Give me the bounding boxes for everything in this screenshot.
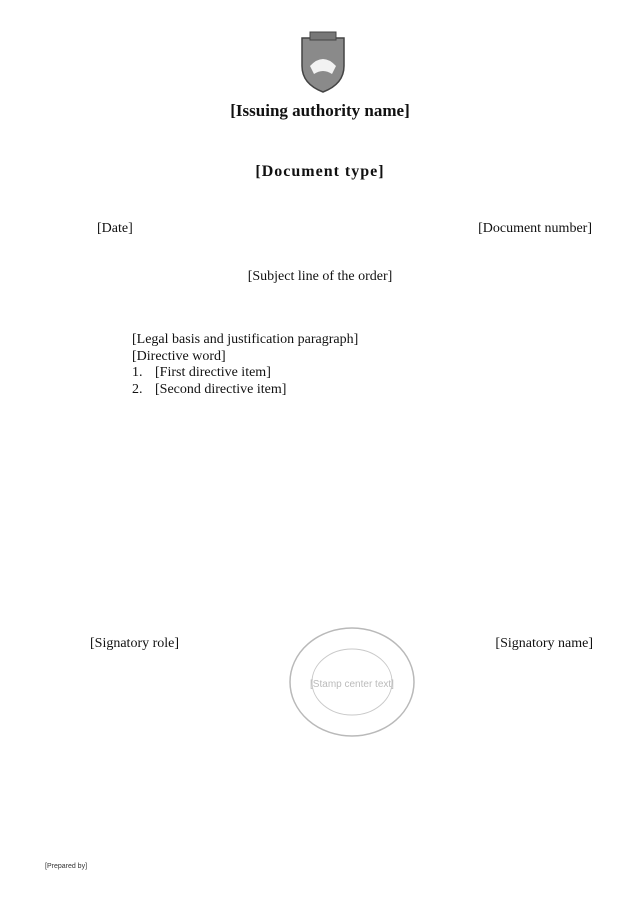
issuing-authority: [Issuing authority name] — [230, 101, 410, 120]
body-text — [90, 332, 595, 398]
signatory-name: [Signatory name] — [495, 636, 593, 651]
order-word: [Directive word] — [132, 348, 226, 364]
coat-of-arms-icon — [296, 30, 350, 94]
official-stamp-icon — [287, 625, 417, 740]
document-type: [Document type] — [255, 163, 385, 180]
subject-line: [Subject line of the order] — [247, 269, 393, 284]
order-item: 2. [Second directive item] — [132, 381, 287, 397]
order-item: 1. [First directive item] — [132, 365, 271, 380]
document-date: [Date] — [97, 221, 133, 236]
signatory-role: [Signatory role] — [90, 636, 180, 651]
svg-text:[Stamp center text]: [Stamp center text] — [310, 679, 394, 690]
preamble-paragraph: [Legal basis and justification paragraph] — [132, 332, 359, 347]
document-number: [Document number] — [478, 221, 592, 236]
preparer-note: [Prepared by] — [45, 863, 88, 870]
